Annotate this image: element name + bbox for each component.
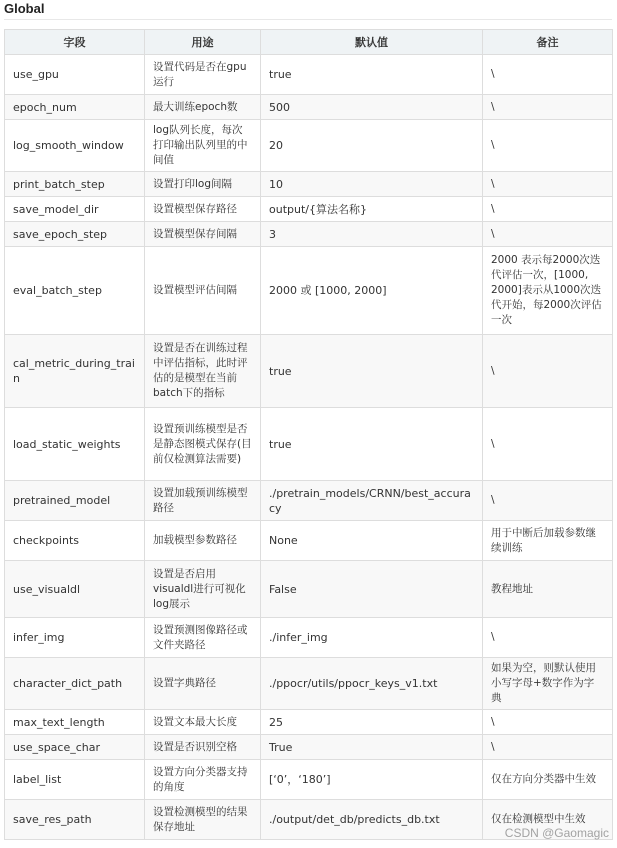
table-row <box>5 222 613 247</box>
field-cell: use_gpu <box>5 55 145 95</box>
note-cell: \ <box>483 335 613 408</box>
use-cell: 设置是否启用visualdl进行可视化log展示 <box>145 561 261 618</box>
header-note: 备注 <box>483 30 613 55</box>
default-cell: True <box>261 735 483 760</box>
default-cell: False <box>261 561 483 618</box>
use-cell: 设置预训练模型是否是静态图模式保存(目前仅检测算法需要) <box>145 408 261 481</box>
header-field: 字段 <box>5 30 145 55</box>
use-cell: 设置是否在训练过程中评估指标，此时评估的是模型在当前batch下的指标 <box>145 335 261 408</box>
note-cell: \ <box>483 120 613 172</box>
table-row <box>5 521 613 561</box>
note-cell: \ <box>483 172 613 197</box>
use-cell: 设置文本最大长度 <box>145 710 261 735</box>
note-cell: \ <box>483 408 613 481</box>
field-cell: use_visualdl <box>5 561 145 618</box>
config-table <box>4 29 613 840</box>
header-use: 用途 <box>145 30 261 55</box>
default-cell: None <box>261 521 483 561</box>
use-cell: 设置代码是否在gpu运行 <box>145 55 261 95</box>
default-cell: true <box>261 408 483 481</box>
default-cell: output/{算法名称} <box>261 197 483 222</box>
default-cell: ./output/det_db/predicts_db.txt <box>261 800 483 840</box>
table-row <box>5 55 613 95</box>
table-row <box>5 197 613 222</box>
field-cell: use_space_char <box>5 735 145 760</box>
default-cell: 2000 或 [1000, 2000] <box>261 247 483 335</box>
use-cell: 设置字典路径 <box>145 658 261 710</box>
field-cell: label_list <box>5 760 145 800</box>
use-cell: 加载模型参数路径 <box>145 521 261 561</box>
field-cell: max_text_length <box>5 710 145 735</box>
note-cell: \ <box>483 55 613 95</box>
use-cell: 设置预测图像路径或文件夹路径 <box>145 618 261 658</box>
use-cell: 设置打印log间隔 <box>145 172 261 197</box>
table-row <box>5 95 613 120</box>
note-cell: 用于中断后加载参数继续训练 <box>483 521 613 561</box>
table-row <box>5 335 613 408</box>
field-cell: pretrained_model <box>5 481 145 521</box>
use-cell: 设置模型保存路径 <box>145 197 261 222</box>
use-cell: 设置模型评估间隔 <box>145 247 261 335</box>
default-cell: 500 <box>261 95 483 120</box>
field-cell: log_smooth_window <box>5 120 145 172</box>
field-cell: infer_img <box>5 618 145 658</box>
use-cell: log队列长度，每次打印输出队列里的中间值 <box>145 120 261 172</box>
field-cell: cal_metric_during_train <box>5 335 145 408</box>
field-cell: print_batch_step <box>5 172 145 197</box>
note-cell: \ <box>483 197 613 222</box>
heading-divider <box>4 19 612 20</box>
table-row <box>5 561 613 618</box>
field-cell: character_dict_path <box>5 658 145 710</box>
field-cell: save_model_dir <box>5 197 145 222</box>
default-cell: ./ppocr/utils/ppocr_keys_v1.txt <box>261 658 483 710</box>
table-row <box>5 120 613 172</box>
default-cell: 10 <box>261 172 483 197</box>
section-heading: Global <box>4 1 45 16</box>
note-cell: 如果为空，则默认使用小写字母+数字作为字典 <box>483 658 613 710</box>
table-header-row <box>5 30 613 55</box>
note-cell: \ <box>483 222 613 247</box>
note-cell: \ <box>483 710 613 735</box>
field-cell: checkpoints <box>5 521 145 561</box>
default-cell: 3 <box>261 222 483 247</box>
field-cell: epoch_num <box>5 95 145 120</box>
table-row <box>5 481 613 521</box>
default-cell: [‘0’，‘180’] <box>261 760 483 800</box>
default-cell: true <box>261 55 483 95</box>
default-cell: ./pretrain_models/CRNN/best_accuracy <box>261 481 483 521</box>
note-cell: 仅在方向分类器中生效 <box>483 760 613 800</box>
table-row <box>5 658 613 710</box>
watermark: CSDN @Gaomagic <box>504 826 609 840</box>
default-cell: 20 <box>261 120 483 172</box>
use-cell: 设置检测模型的结果保存地址 <box>145 800 261 840</box>
note-cell: \ <box>483 481 613 521</box>
note-cell: \ <box>483 735 613 760</box>
field-cell: save_epoch_step <box>5 222 145 247</box>
default-cell: 25 <box>261 710 483 735</box>
note-cell: 仅在检测模型中生效 <box>483 800 613 840</box>
use-cell: 设置模型保存间隔 <box>145 222 261 247</box>
field-cell: save_res_path <box>5 800 145 840</box>
use-cell: 设置加载预训练模型路径 <box>145 481 261 521</box>
default-cell: true <box>261 335 483 408</box>
note-cell: 教程地址 <box>483 561 613 618</box>
table-row <box>5 618 613 658</box>
note-cell: \ <box>483 618 613 658</box>
table-row <box>5 760 613 800</box>
table-row <box>5 735 613 760</box>
header-default: 默认值 <box>261 30 483 55</box>
use-cell: 设置是否识别空格 <box>145 735 261 760</box>
table-row <box>5 172 613 197</box>
use-cell: 最大训练epoch数 <box>145 95 261 120</box>
note-cell: \ <box>483 95 613 120</box>
default-cell: ./infer_img <box>261 618 483 658</box>
note-cell: 2000 表示每2000次迭代评估一次，[1000, 2000]表示从1000次迭代开始，每2000次评估一次 <box>483 247 613 335</box>
field-cell: load_static_weights <box>5 408 145 481</box>
table-row <box>5 710 613 735</box>
use-cell: 设置方向分类器支持的角度 <box>145 760 261 800</box>
table-row <box>5 247 613 335</box>
field-cell: eval_batch_step <box>5 247 145 335</box>
table-row <box>5 408 613 481</box>
